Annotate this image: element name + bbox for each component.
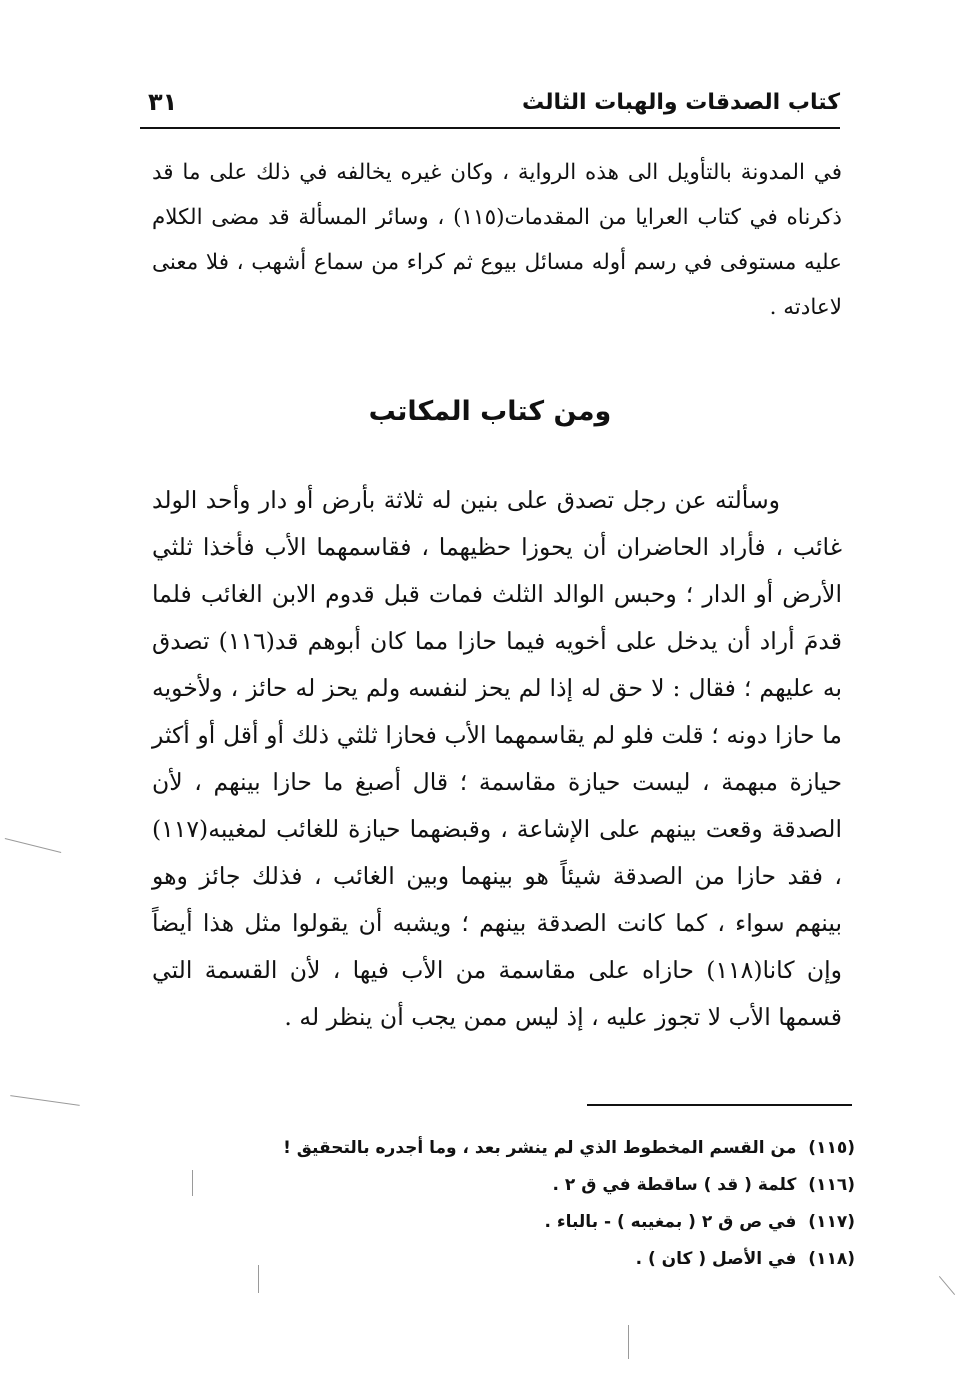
- footnote-number: (١١٧): [808, 1212, 855, 1232]
- footnote-text: في ص ق ٢ ( بمغيبه ) - بالباء .: [544, 1212, 797, 1232]
- header-rule: [140, 127, 840, 129]
- scan-artifact: [10, 1095, 79, 1106]
- page-header: [140, 86, 840, 126]
- footnote-rule: [587, 1104, 852, 1106]
- footnote-text: في الأصل ( كان ) .: [635, 1249, 797, 1269]
- footnote-number: (١١٨): [808, 1249, 855, 1269]
- intro-paragraph: في المدونة بالتأويل الى هذه الرواية ، وكان غيره يخالفه في ذلك على ما قد ذكرناه في كتاب العرايا من المقدمات(١١٥) ، وسائر المسألة قد مضى الكلام عليه مستوفى في رسم أوله مسائل بيوع ثم كراء من سماع أشهب ، فلا معنى لاعادته .: [152, 160, 842, 320]
- running-title: كتاب الصدقات والهبات الثالث: [521, 90, 840, 115]
- footnote-text: كلمة ( قد ) ساقطة في ق ٢ .: [552, 1175, 797, 1195]
- footnote-item: [250, 1241, 855, 1278]
- scan-artifact: [192, 1170, 193, 1196]
- scan-artifact: [5, 838, 62, 853]
- scan-artifact: [258, 1265, 259, 1293]
- footnote-number: (١١٦): [808, 1175, 855, 1195]
- page-number: ٣١: [148, 88, 178, 116]
- scan-artifact: [939, 1276, 955, 1295]
- main-paragraph: وسألته عن رجل تصدق على بنين له ثلاثة بأرض أو دار وأحد الولد غائب ، فأراد الحاضران أن يحوزا حظيهما ، فقاسمهما الأب فأخذا ثلثي الأرض أو الدار ؛ وحبس الوالد الثلث فمات قبل قدوم الابن الغائب فلما قدمَ أراد أن يدخل على أخويه فيما حازا مما كان أبوهم قد(١١٦) تصدق به عليهم ؛ فقال : لا حق له إذا لم يحز لنفسه ولم يحز له حائز ، ولأخويه ما حازا دونه ؛ قلت فلو لم يقاسمهما الأب فحازا ثلثي ذلك أو أقل أو أكثر حيازة مبهمة ، ليست حيازة مقاسمة ؛ قال أصبغ ما حازا بينهم ، لأن الصدقة وقعت بينهم على الإشاعة ، وقبضهما حيازة للغائب لمغيبه(١١٧) ، فقد حازا من الصدقة شيئاً هو بينهما وبين الغائب ، فذلك جائز وهو بينهم سواء ، كما كانت الصدقة بينهم ؛ ويشبه أن يقولوا مثل هذا أيضاً وإن كانا(١١٨) حازاه على مقاسمة من الأب فيها ، لأن القسمة التي قسمها الأب لا تجوز عليه ، إذ ليس ممن يجب أن ينظر له .: [152, 486, 842, 1031]
- footnote-item: [250, 1167, 855, 1204]
- footnote-text: من القسم المخطوط الذي لم ينشر بعد ، وما أجدره بالتحقيق !: [283, 1138, 797, 1158]
- footnotes-list: [250, 1130, 855, 1278]
- footnote-number: (١١٥): [808, 1138, 855, 1158]
- section-heading: ومن كتاب المكاتب: [368, 396, 612, 427]
- footnote-item: [250, 1130, 855, 1167]
- scan-artifact: [628, 1325, 629, 1359]
- footnote-item: [250, 1204, 855, 1241]
